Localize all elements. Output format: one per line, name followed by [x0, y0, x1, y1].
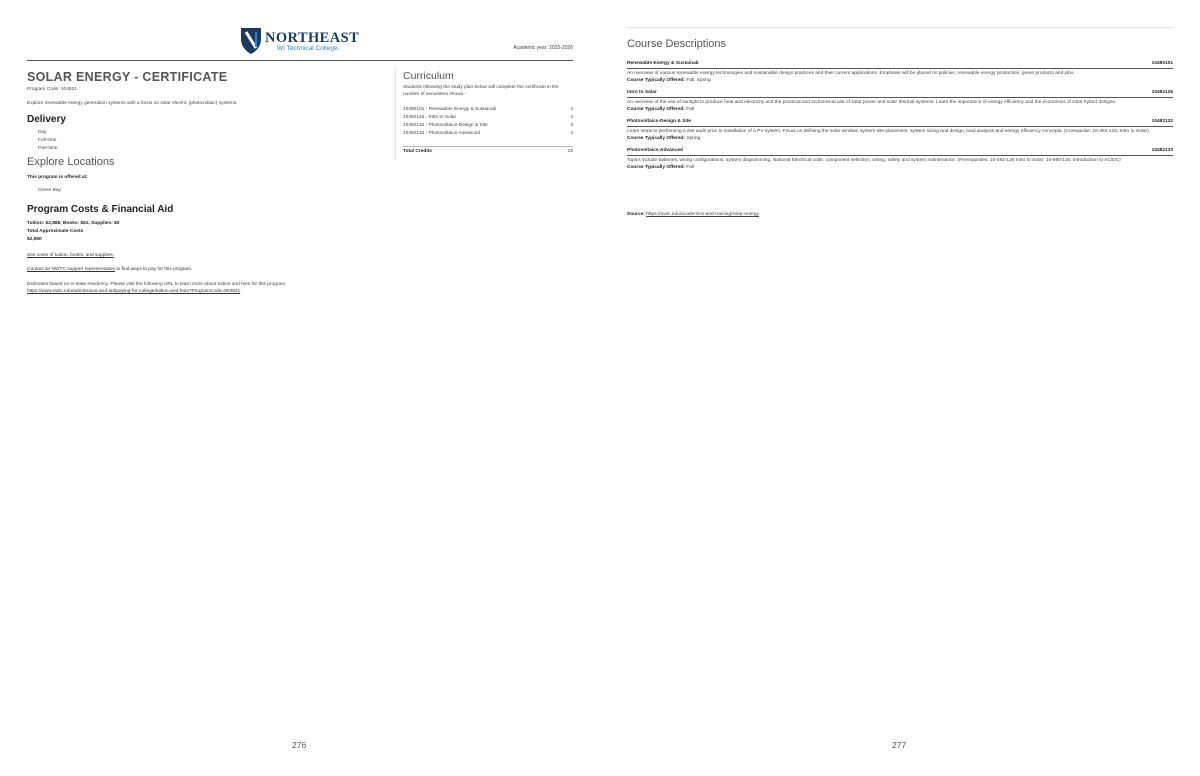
delivery-list [38, 129, 387, 153]
course-entry [627, 148, 1173, 170]
offered-label: Course Typically Offered: [627, 78, 686, 83]
curriculum-row [403, 115, 573, 123]
course-credits: 4 [570, 107, 573, 112]
curriculum-column [403, 70, 573, 157]
course-title: Renewable Energy & Sustainab [627, 61, 699, 66]
course-code: 10482126 [1151, 90, 1173, 95]
contact-representative-link[interactable]: Contact an NWTC support representative [27, 267, 115, 272]
offered-at-label: This program is offered at: [27, 175, 88, 180]
course-offered [627, 107, 1173, 112]
delivery-heading: Delivery [27, 114, 66, 125]
curriculum-intro: Students following the study plan below will complete the certificate in the number of semesters shown. [403, 85, 559, 97]
course-offered [627, 78, 1173, 83]
costs-heading: Program Costs & Financial Aid [27, 204, 174, 215]
total-credits-label: Total Credits [403, 149, 432, 154]
contact-paragraph [27, 267, 387, 272]
course-credits: 3 [570, 123, 573, 128]
course-code: 10482132 [1151, 119, 1173, 124]
course-header [627, 119, 1173, 127]
offered-terms: Fall, Spring [686, 78, 711, 83]
page-number: 276 [292, 740, 307, 750]
see-costs-link[interactable]: See costs of tuition, books, and supplies. [27, 253, 114, 258]
course-descriptions-list [627, 61, 1173, 177]
estimates-text: Estimates based on in-state residency. Please visit the following URL to learn more about tuition and fees for this program. [27, 282, 287, 287]
contact-rest-text: to find ways to pay for this program. [114, 267, 193, 272]
tuition-fees-url-link[interactable]: https://www.nwtc.edu/admissions-and-aid/paying-for-college/tuition-and-fees?ProgramCode=904821 [27, 289, 241, 294]
offered-terms: Fall [686, 165, 695, 170]
academic-year: Academic year: 2025-2026 [513, 45, 573, 51]
offered-label: Course Typically Offered: [627, 107, 686, 112]
course-header [627, 61, 1173, 69]
source-line [627, 212, 759, 217]
course-description: An overview of the use of sunlight to produce heat and electricity and the practical and economical use of solar power and solar thermal systems. Learn the importance of energy efficiency and the economics of solar hybrid designs. [627, 100, 1117, 105]
delivery-item: Full-time [38, 138, 57, 143]
course-descriptions-heading: Course Descriptions [627, 38, 727, 50]
program-description: Explore renewable energy generation systems with a focus on solar electric (photovoltaic) systems. [27, 101, 238, 106]
source-url-link[interactable]: https://nwtc.edu/academics-and-training/solar-energy [646, 212, 760, 217]
curriculum-row [403, 107, 573, 115]
course-title: Intro to Solar [627, 90, 657, 95]
top-divider [627, 27, 1173, 28]
offered-label: Course Typically Offered: [627, 165, 686, 170]
course-code: 10482133 [1151, 148, 1173, 153]
course-offered [627, 136, 1173, 141]
course-name: 10480101 - Renewable Energy & Sustainab [403, 107, 497, 112]
program-main-column [27, 70, 387, 295]
course-title: Photovoltaics-Design & Site [627, 119, 691, 124]
page-number: 277 [892, 740, 907, 750]
program-code: Program Code: 104821 [27, 87, 77, 92]
course-name: 10482133 - Photovoltaics-Advanced [403, 131, 481, 136]
source-label: Source: [627, 212, 645, 217]
location-item: Green Bay [38, 188, 61, 193]
estimates-note [27, 281, 387, 295]
curriculum-row [403, 131, 573, 139]
course-entry [627, 119, 1173, 141]
total-credits-value: 15 [567, 149, 573, 154]
curriculum-row [403, 123, 573, 131]
course-description: An overview of various renewable energy technologies and sustainable design practices and their current applications. Emphasis will be placed on policies, renewable energy production, green products and jobs. [627, 71, 1075, 76]
curriculum-divider [395, 68, 396, 160]
right-page [600, 0, 1200, 776]
offered-terms: Spring [686, 136, 701, 141]
course-description: Topics include batteries, wiring configurations, system diagramming, National Electrical code, component selection, wiring, safety and system maintenance. (Prerequisites: 10-482-126 Intro to Solar; 10-660-116, Introduction to AC/DC) [627, 158, 1121, 163]
total-costs-label: Total Approximate Costs [27, 229, 84, 234]
course-description: Learn steps to performing a site audit prior to installation of a PV system. Focus on defining the solar window, system site placement, system sizing and design, load analysis and energy efficiency concepts. (Corequisite: 10-482-126, Intro to Solar) [627, 129, 1149, 134]
course-header [627, 148, 1173, 156]
cost-breakdown [27, 220, 387, 244]
course-header [627, 90, 1173, 98]
course-name: 10482132 - Photovoltaics-Design & Site [403, 123, 488, 128]
offered-label: Course Typically Offered: [627, 136, 686, 141]
masthead [27, 26, 573, 61]
curriculum-heading: Curriculum [403, 70, 454, 82]
delivery-item: Part-time [38, 146, 58, 151]
course-code: 10480101 [1151, 61, 1173, 66]
logo-name: NORTHEAST [265, 30, 360, 46]
delivery-item: Day [38, 130, 47, 135]
course-name: 10482126 - Intro to Solar [403, 115, 457, 120]
college-logo[interactable] [240, 26, 380, 56]
course-offered [627, 165, 1173, 170]
logo-subtitle: WI Technical College. [277, 45, 340, 52]
explore-locations-heading: Explore Locations [27, 156, 115, 168]
tuition-line: Tuition: $2,888, Books: $62, Supplies: $0 [27, 221, 120, 226]
total-costs-value: $2,950 [27, 237, 42, 242]
curriculum-table [403, 107, 573, 139]
course-title: Photovoltaics-Advanced [627, 148, 683, 153]
course-credits: 4 [570, 115, 573, 120]
course-credits: 4 [570, 131, 573, 136]
course-entry [627, 90, 1173, 112]
course-entry [627, 61, 1173, 83]
program-title: SOLAR ENERGY - CERTIFICATE [27, 70, 228, 84]
shield-logo-icon [240, 27, 262, 55]
offered-terms: Fall [686, 107, 695, 112]
total-credits-row [403, 146, 573, 157]
